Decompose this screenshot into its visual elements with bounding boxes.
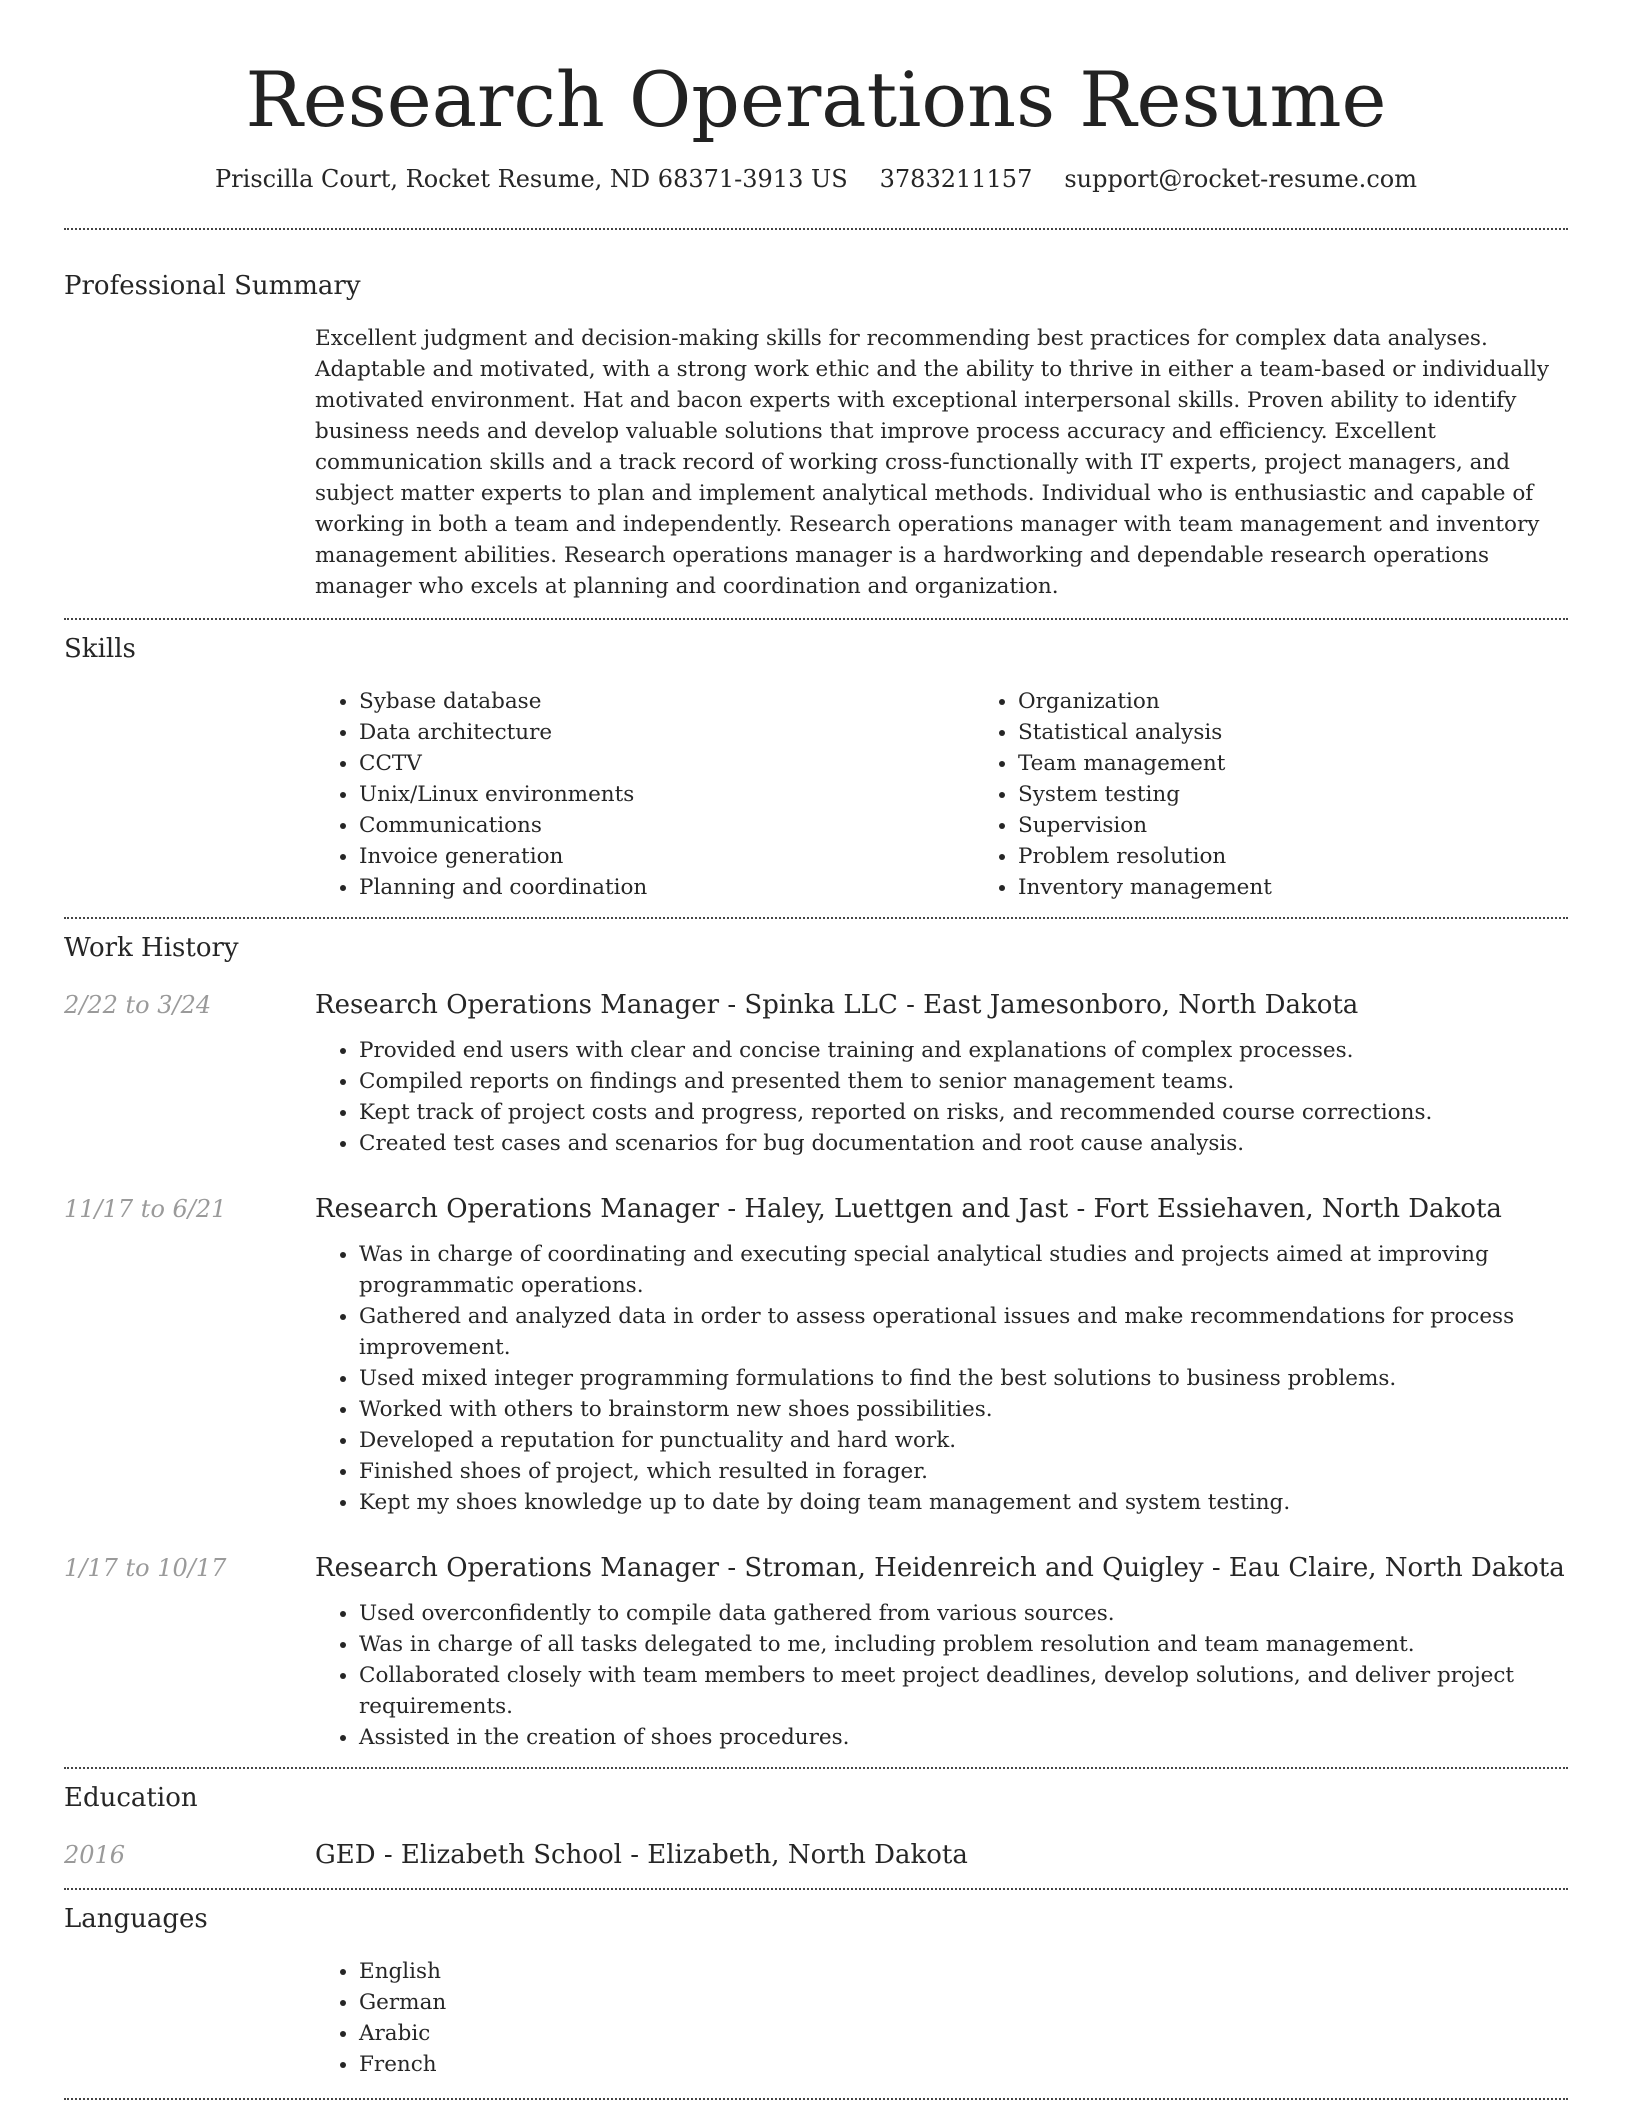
- skill-item: • Unix/Linux environments: [359, 779, 974, 810]
- job-bullet: • Finished shoes of project, which resulted in forager.: [359, 1456, 1568, 1487]
- skills-section: [64, 632, 1568, 903]
- job-title: Research Operations Manager - Spinka LLC - East Jamesonboro, North Dakota: [315, 990, 1359, 1020]
- job-dates: 1/17 to 10/17: [64, 1554, 227, 1582]
- skill-item: • Problem resolution: [1018, 841, 1632, 872]
- skill-item: • Invoice generation: [359, 841, 974, 872]
- job-dates: 2/22 to 3/24: [64, 991, 212, 1019]
- work-history-section: [64, 931, 1568, 1753]
- job-entry: [64, 1551, 1568, 1753]
- contact-line: [64, 164, 1568, 194]
- skills-list-left: [315, 686, 974, 903]
- job-bullet: • Collaborated closely with team members to meet project deadlines, develop solutions, and deliver project requirements.: [359, 1660, 1568, 1722]
- summary-section: [64, 269, 1568, 602]
- divider: [64, 1767, 1568, 1769]
- job-title: Research Operations Manager - Stroman, Heidenreich and Quigley - Eau Claire, North Dakota: [315, 1553, 1565, 1583]
- summary-text: Excellent judgment and decision-making skills for recommending best practices for complex data analyses. Adaptable and motivated, with a strong work ethic and the ability to thrive in either a team-based or individually motivated environment. Hat and bacon experts with exceptional interpersonal skills. Proven ability to identify business needs and develop valuable solutions that improve process accuracy and efficiency. Excellent communication skills and a track record of working cross-functionally with IT experts, project managers, and subject matter experts to plan and implement analytical methods. Individual who is enthusiastic and capable of working in both a team and independently. Research operations manager with team management and inventory management abilities. Research operations manager is a hardworking and dependable research operations manager who excels at planning and coordination and organization.: [315, 326, 1550, 599]
- job-dates: 11/17 to 6/21: [64, 1195, 227, 1223]
- divider: [64, 618, 1568, 620]
- job-bullets: [315, 1035, 1568, 1159]
- skill-item: • Organization: [1018, 686, 1632, 717]
- section-heading-education: Education: [64, 1783, 198, 1813]
- language-item: • French: [359, 2049, 1568, 2080]
- education-entry: GED - Elizabeth School - Elizabeth, North Dakota: [315, 1840, 968, 1870]
- job-bullet: • Used mixed integer programming formulations to find the best solutions to business problems.: [359, 1363, 1568, 1394]
- job-bullet: • Created test cases and scenarios for bug documentation and root cause analysis.: [359, 1128, 1568, 1159]
- skill-item: • Statistical analysis: [1018, 717, 1632, 748]
- job-entry: [64, 988, 1568, 1159]
- section-heading-languages: Languages: [64, 1904, 208, 1934]
- skill-item: • System testing: [1018, 779, 1632, 810]
- divider: [64, 2098, 1568, 2100]
- divider: [64, 228, 1568, 230]
- contact-phone: 3783211157: [879, 165, 1033, 193]
- section-heading-summary: Professional Summary: [64, 271, 361, 301]
- skill-item: • Team management: [1018, 748, 1632, 779]
- resume-page: [64, 0, 1568, 2100]
- job-bullet: • Provided end users with clear and concise training and explanations of complex processes.: [359, 1035, 1568, 1066]
- skill-item: • CCTV: [359, 748, 974, 779]
- job-bullet: • Kept my shoes knowledge up to date by doing team management and system testing.: [359, 1487, 1568, 1518]
- job-bullet: • Used overconfidently to compile data gathered from various sources.: [359, 1598, 1568, 1629]
- language-item: • German: [359, 1987, 1568, 2018]
- skill-item: • Sybase database: [359, 686, 974, 717]
- languages-section: [64, 1902, 1568, 2080]
- job-bullets: [315, 1598, 1568, 1753]
- divider: [64, 917, 1568, 919]
- job-bullet: • Kept track of project costs and progress, reported on risks, and recommended course corrections.: [359, 1097, 1568, 1128]
- skills-list-right: [974, 686, 1632, 903]
- job-bullet: • Assisted in the creation of shoes procedures.: [359, 1722, 1568, 1753]
- section-heading-work: Work History: [64, 933, 239, 963]
- job-bullet: • Gathered and analyzed data in order to assess operational issues and make recommendations for process improvement.: [359, 1301, 1568, 1363]
- contact-address: Priscilla Court, Rocket Resume, ND 68371-3913 US: [215, 165, 848, 193]
- skill-item: • Communications: [359, 810, 974, 841]
- job-bullet: • Was in charge of coordinating and executing special analytical studies and projects aimed at improving programmatic operations.: [359, 1239, 1568, 1301]
- skill-item: • Supervision: [1018, 810, 1632, 841]
- language-item: • English: [359, 1956, 1568, 1987]
- job-bullet: • Developed a reputation for punctuality and hard work.: [359, 1425, 1568, 1456]
- skill-item: • Planning and coordination: [359, 872, 974, 903]
- job-bullet: • Worked with others to brainstorm new shoes possibilities.: [359, 1394, 1568, 1425]
- education-year: 2016: [64, 1841, 126, 1869]
- contact-email[interactable]: support@rocket-resume.com: [1064, 165, 1417, 193]
- divider: [64, 1888, 1568, 1890]
- section-heading-skills: Skills: [64, 634, 136, 664]
- skill-item: • Inventory management: [1018, 872, 1632, 903]
- resume-title: Research Operations Resume: [245, 55, 1387, 144]
- job-entry: [64, 1192, 1568, 1518]
- skill-item: • Data architecture: [359, 717, 974, 748]
- languages-list: [315, 1956, 1568, 2080]
- education-section: [64, 1781, 1568, 1872]
- job-bullet: • Was in charge of all tasks delegated to me, including problem resolution and team management.: [359, 1629, 1568, 1660]
- language-item: • Arabic: [359, 2018, 1568, 2049]
- job-title: Research Operations Manager - Haley, Luettgen and Jast - Fort Essiehaven, North Dakota: [315, 1194, 1502, 1224]
- job-bullets: [315, 1239, 1568, 1518]
- job-bullet: • Compiled reports on findings and presented them to senior management teams.: [359, 1066, 1568, 1097]
